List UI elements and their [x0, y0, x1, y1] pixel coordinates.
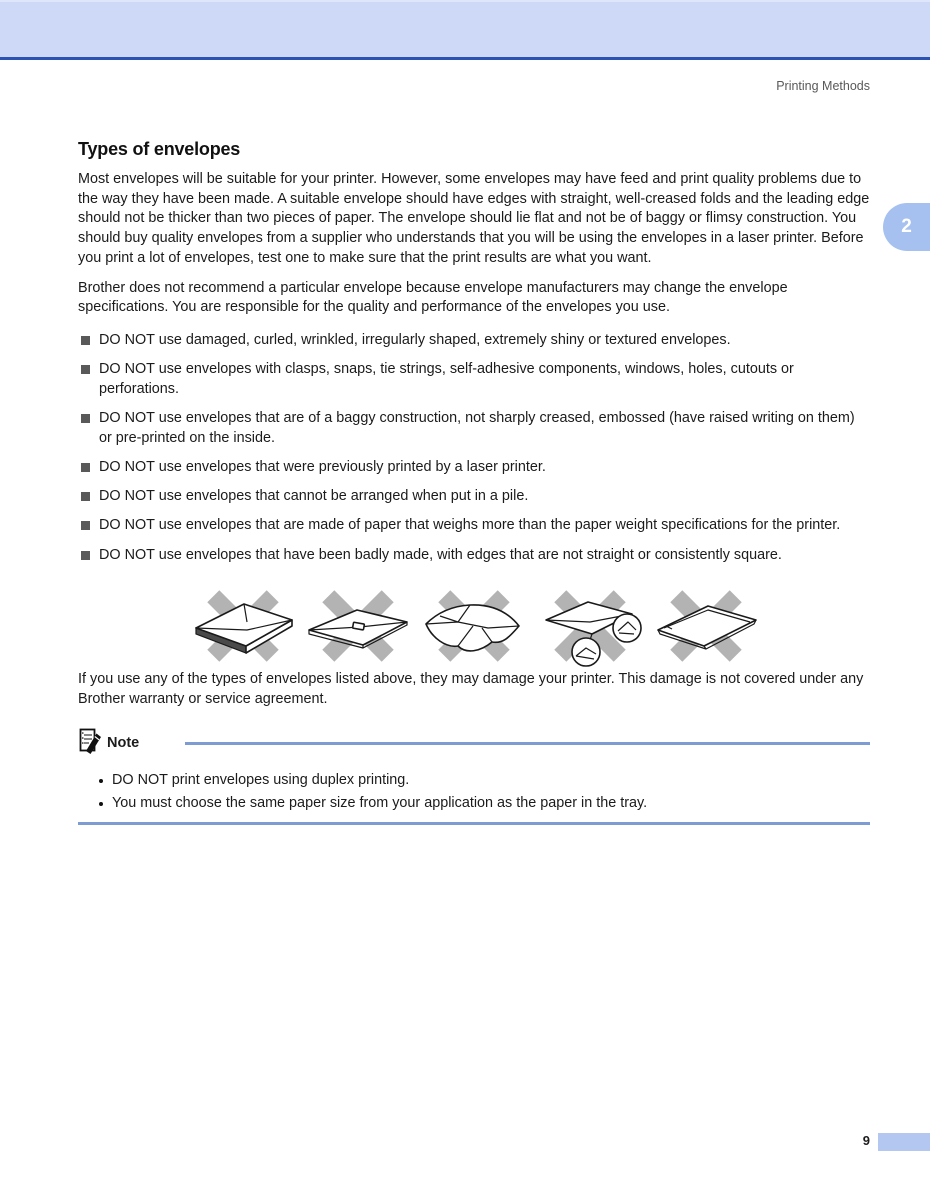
page-footer [863, 1131, 930, 1151]
envelope-curled-corners-figure [534, 582, 646, 670]
section-title: Types of envelopes [78, 139, 241, 159]
list-item-text: DO NOT use envelopes that are of a baggy construction, not sharply creased, embossed (have raised writing on them) or pre-printed on the inside. [99, 410, 855, 446]
square-bullet-icon [81, 336, 90, 345]
list-item-text: DO NOT use envelopes that have been badly made, with edges that are not straight or consistently square. [99, 546, 782, 563]
envelope-thick-stack-figure [187, 582, 299, 670]
paragraph-intro: Most envelopes will be suitable for your printer. However, some envelopes may have feed and print quality problems due to the way they have been made. A suitable envelope should have edges with straight, well-creased folds and the leading edge should not be thicker than two pieces of paper. The envelope should lie flat and not be of baggy or flimsy construction. You should buy quality envelopes from a supplier who understands that you will be using the envelopes in a laser printer. Before you print a lot of envelopes, test one to make sure that the print results are what you want. [78, 171, 870, 266]
note-header [78, 727, 870, 759]
list-item [78, 487, 870, 507]
note-list [99, 769, 870, 815]
note-item-text: DO NOT print envelopes using duplex printing. [112, 771, 410, 788]
page-header-bar [0, 0, 930, 60]
list-item-text: DO NOT use envelopes that are made of paper that weighs more than the paper weight specifications for the printer. [99, 517, 841, 534]
envelope-badly-made-figure [650, 582, 762, 670]
list-item-text: DO NOT use envelopes that were previously printed by a laser printer. [99, 458, 546, 475]
square-bullet-icon [81, 365, 90, 374]
paragraph-warning: If you use any of the types of envelopes listed above, they may damage your printer. This damage is not covered under any Brother warranty or service agreement. [78, 671, 864, 707]
round-bullet-icon [99, 802, 103, 806]
square-bullet-icon [81, 414, 90, 423]
note-item-text: You must choose the same paper size from your application as the paper in the tray. [112, 794, 648, 811]
list-item [78, 331, 870, 351]
square-bullet-icon [81, 551, 90, 560]
square-bullet-icon [81, 463, 90, 472]
running-header: Printing Methods [776, 79, 870, 93]
square-bullet-icon [81, 521, 90, 530]
content-area [0, 60, 930, 825]
paragraph-brother: Brother does not recommend a particular envelope because envelope manufacturers may change the envelope specifications. You are responsible for the quality and performance of the envelopes you use. [78, 279, 788, 316]
list-item [78, 409, 870, 448]
note-icon [78, 727, 102, 759]
note-item [99, 769, 870, 792]
footer-accent-bar [878, 1133, 930, 1151]
note-box [78, 727, 870, 825]
envelope-wrinkled-figure [418, 582, 530, 670]
round-bullet-icon [99, 779, 103, 783]
note-rule-line [185, 742, 870, 745]
square-bullet-icon [81, 492, 90, 501]
list-item-text: DO NOT use envelopes with clasps, snaps, tie strings, self-adhesive components, windows, holes, cutouts or perforations. [99, 361, 794, 397]
list-item [78, 360, 870, 399]
do-not-list [78, 331, 870, 565]
list-item-text: DO NOT use damaged, curled, wrinkled, irregularly shaped, extremely shiny or textured envelopes. [99, 331, 731, 348]
list-item [78, 458, 870, 478]
note-bottom-rule-line [78, 822, 870, 825]
list-item [78, 546, 870, 566]
list-item-text: DO NOT use envelopes that cannot be arranged when put in a pile. [99, 488, 529, 505]
note-label: Note [107, 734, 140, 751]
envelope-clasp-figure [302, 582, 414, 670]
note-item [99, 792, 870, 815]
page-number: 9 [862, 1133, 870, 1148]
envelope-figures [187, 582, 762, 670]
chapter-tab: 2 [883, 203, 930, 251]
list-item [78, 516, 870, 536]
